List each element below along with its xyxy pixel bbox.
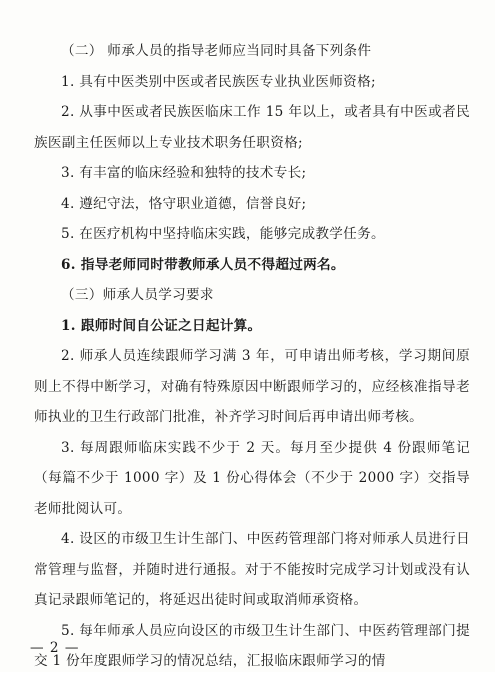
paragraph-requirement-5: 5. 每年师承人员应向设区的市级卫生计生部门、中医药管理部门提交 1 份年度跟师学习的情况总结，汇报临床跟师学习的情 bbox=[34, 622, 470, 669]
paragraph-condition-5: 5. 在医疗机构中坚持临床实践，能够完成教学任务。 bbox=[61, 226, 385, 242]
paragraph-condition-1: 1. 具有中医类别中医或者民族医专业执业医师资格; bbox=[61, 73, 376, 90]
paragraph-condition-3: 3. 有丰富的临床经验和独特的技术专长; bbox=[61, 165, 307, 181]
paragraph-requirement-2: 2. 师承人员连续跟师学习满 3 年，可申请出师考核，学习期间原则上不得中断学习，对确有特殊原因中断跟师学习的，应经核准指导老师执业的卫生行政部门批准，补齐学习时间后再申请出师考核。 bbox=[34, 348, 470, 425]
page-number: — 2 — bbox=[30, 640, 80, 656]
paragraph-condition-6: 6. 指导老师同时带教师承人员不得超过两名。 bbox=[61, 256, 345, 273]
section-heading-3: （三）师承人员学习要求 bbox=[61, 287, 214, 303]
paragraph-condition-2: 2. 从事中医或者民族医临床工作 15 年以上，或者具有中医或者民族医副主任医师以上专业技术职务任职资格; bbox=[34, 104, 470, 151]
document-body bbox=[34, 36, 470, 677]
section-heading-2: （二） 师承人员的指导老师应当同时具备下列条件 bbox=[61, 43, 372, 59]
paragraph-requirement-3: 3. 每周跟师临床实践不少于 2 天。每月至少提供 4 份跟师笔记（每篇不少于 1000 字）及 1 份心得体会（不少于 2000 字）交指导老师批阅认可。 bbox=[34, 439, 470, 517]
paragraph-requirement-1: 1. 跟师时间自公证之日起计算。 bbox=[61, 317, 262, 334]
paragraph-requirement-4: 4. 设区的市级卫生计生部门、中医药管理部门将对师承人员进行日常管理与监督，并随时进行通报。对于不能按时完成学习计划或没有认真记录跟师笔记的，将延迟出徒时间或取消师承资格。 bbox=[34, 531, 470, 608]
paragraph-condition-4: 4. 遵纪守法，恪守职业道德，信誉良好; bbox=[61, 195, 307, 212]
